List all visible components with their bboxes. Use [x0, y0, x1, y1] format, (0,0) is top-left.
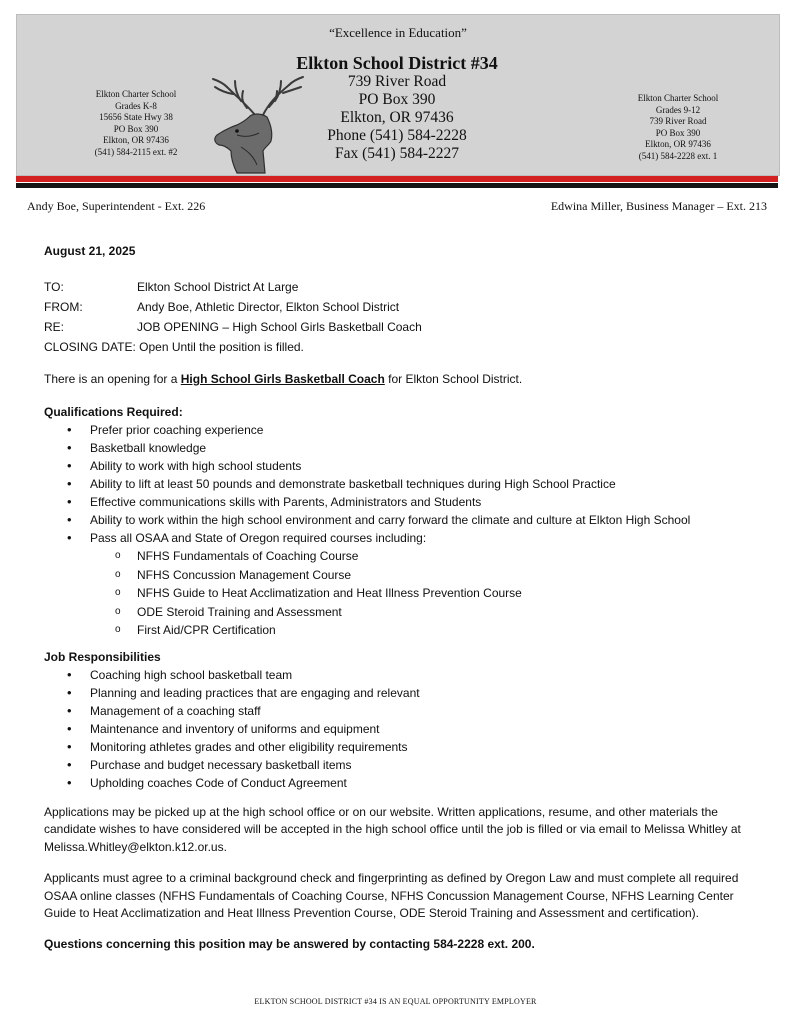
- intro-before: There is an opening for a: [44, 372, 181, 386]
- memo-from-label: FROM:: [44, 299, 83, 314]
- memo-re: [44, 317, 764, 337]
- course-item: o ODE Steroid Training and Assessment: [137, 603, 764, 622]
- motto: “Excellence in Education”: [329, 25, 467, 40]
- memo-date: August 21, 2025: [44, 244, 136, 258]
- memo-to-label: TO:: [44, 279, 64, 294]
- address-line: PO Box 390: [358, 91, 436, 108]
- memo-to: [44, 277, 764, 297]
- superintendent-line: Andy Boe, Superintendent - Ext. 226: [27, 199, 206, 213]
- list-item: • Ability to work with high school students: [90, 457, 764, 475]
- responsibilities-list: [44, 666, 764, 792]
- list-item: • Management of a coaching staff: [90, 702, 764, 720]
- required-courses-list: [44, 547, 764, 640]
- list-item: • Monitoring athletes grades and other eligibility requirements: [90, 738, 764, 756]
- intro-after: for Elkton School District.: [384, 372, 523, 386]
- list-item: • Planning and leading practices that are engaging and relevant: [90, 684, 764, 702]
- letterhead: [16, 14, 780, 176]
- memo-re-label: RE:: [44, 319, 65, 334]
- memo-closing-label: CLOSING DATE:: [44, 339, 136, 354]
- list-item: • Upholding coaches Code of Conduct Agreement: [90, 774, 764, 792]
- school-line: Grades K-8: [115, 100, 157, 111]
- school-line: Elkton, OR 97436: [103, 135, 169, 145]
- responsibilities-heading: Job Responsibilities: [44, 649, 161, 664]
- letterhead-black-rule: [16, 183, 778, 188]
- fax-line: Fax (541) 584-2227: [335, 145, 459, 162]
- background-check-paragraph: Applicants must agree to a criminal background check and fingerprinting as defined by Oregon Law and must complete all required OSAA online classes (NFHS Fundamentals of Coaching Course, NFHS Concussion Management Course, NFHS Learning Center Guide to Heat Acclimatization and Heat Illness Prevention Course, ODE Steroid Training and Assessment and certification).: [44, 871, 739, 920]
- applications-paragraph: Applications may be picked up at the high school office or on our website. Written applications, resume, and other materials the candidate wishes to have considered will be accepted in the high school office until the job is filled or via email to Melissa Whitley at Melissa.Whitley@elkton.k12.or.us.: [44, 804, 741, 854]
- list-item: • Pass all OSAA and State of Oregon required courses including:: [90, 529, 764, 547]
- course-item: o NFHS Fundamentals of Coaching Course: [137, 547, 764, 566]
- list-item: • Basketball knowledge: [90, 439, 764, 457]
- memo-closing-value: Open Until the position is filled.: [139, 339, 304, 354]
- school-line: Elkton Charter School: [637, 93, 719, 103]
- letterhead-red-rule: [16, 176, 778, 182]
- phone-line: Phone (541) 584-2228: [327, 127, 467, 144]
- memo-body: [44, 243, 764, 953]
- intro-sentence: [44, 371, 764, 388]
- school-line: Elkton, OR 97436: [645, 139, 711, 149]
- qualifications-list: [44, 421, 764, 547]
- business-manager-line: Edwina Miller, Business Manager – Ext. 213: [550, 199, 767, 213]
- memo-from-value: Andy Boe, Athletic Director, Elkton School District: [137, 299, 400, 314]
- address-line: Elkton, OR 97436: [340, 109, 454, 126]
- school-line: PO Box 390: [655, 127, 701, 138]
- list-item: • Ability to work within the high school environment and carry forward the climate and culture at Elkton High School: [90, 511, 764, 529]
- school-line: 739 River Road: [649, 116, 707, 126]
- list-item: • Effective communications skills with Parents, Administrators and Students: [90, 493, 764, 511]
- memo-closing-date: [44, 337, 764, 357]
- school-line: PO Box 390: [113, 123, 159, 134]
- memo-to-value: Elkton School District At Large: [137, 279, 299, 294]
- list-item: • Ability to lift at least 50 pounds and demonstrate basketball techniques during High School Practice: [90, 475, 764, 493]
- course-item: o NFHS Concussion Management Course: [137, 566, 764, 585]
- questions-contact: Questions concerning this position may be answered by contacting 584-2228 ext. 200.: [44, 936, 535, 951]
- memo-re-value: JOB OPENING – High School Girls Basketball Coach: [137, 319, 422, 334]
- right-school-address: [603, 93, 753, 162]
- school-line: Elkton Charter School: [95, 89, 177, 99]
- school-line: (541) 584-2228 ext. 1: [638, 150, 718, 161]
- school-line: Grades 9-12: [655, 104, 701, 115]
- school-line: (541) 584-2115 ext. #2: [94, 146, 178, 157]
- equal-opportunity-footer: ELKTON SCHOOL DISTRICT #34 IS AN EQUAL OPPORTUNITY EMPLOYER: [254, 997, 537, 1006]
- position-title: High School Girls Basketball Coach: [180, 372, 385, 386]
- left-school-address: [61, 89, 211, 158]
- list-item: • Prefer prior coaching experience: [90, 421, 764, 439]
- list-item: • Purchase and budget necessary basketball items: [90, 756, 764, 774]
- list-item: • Maintenance and inventory of uniforms and equipment: [90, 720, 764, 738]
- course-item: o First Aid/CPR Certification: [137, 621, 764, 640]
- course-item: o NFHS Guide to Heat Acclimatization and Heat Illness Prevention Course: [137, 584, 764, 603]
- address-line: 739 River Road: [347, 73, 447, 90]
- memo-from: [44, 297, 764, 317]
- school-line: 15656 State Hwy 38: [99, 112, 173, 122]
- district-name: Elkton School District #34: [296, 53, 498, 73]
- elk-head-icon: [197, 75, 307, 175]
- qualifications-heading: Qualifications Required:: [44, 405, 183, 419]
- list-item: • Coaching high school basketball team: [90, 666, 764, 684]
